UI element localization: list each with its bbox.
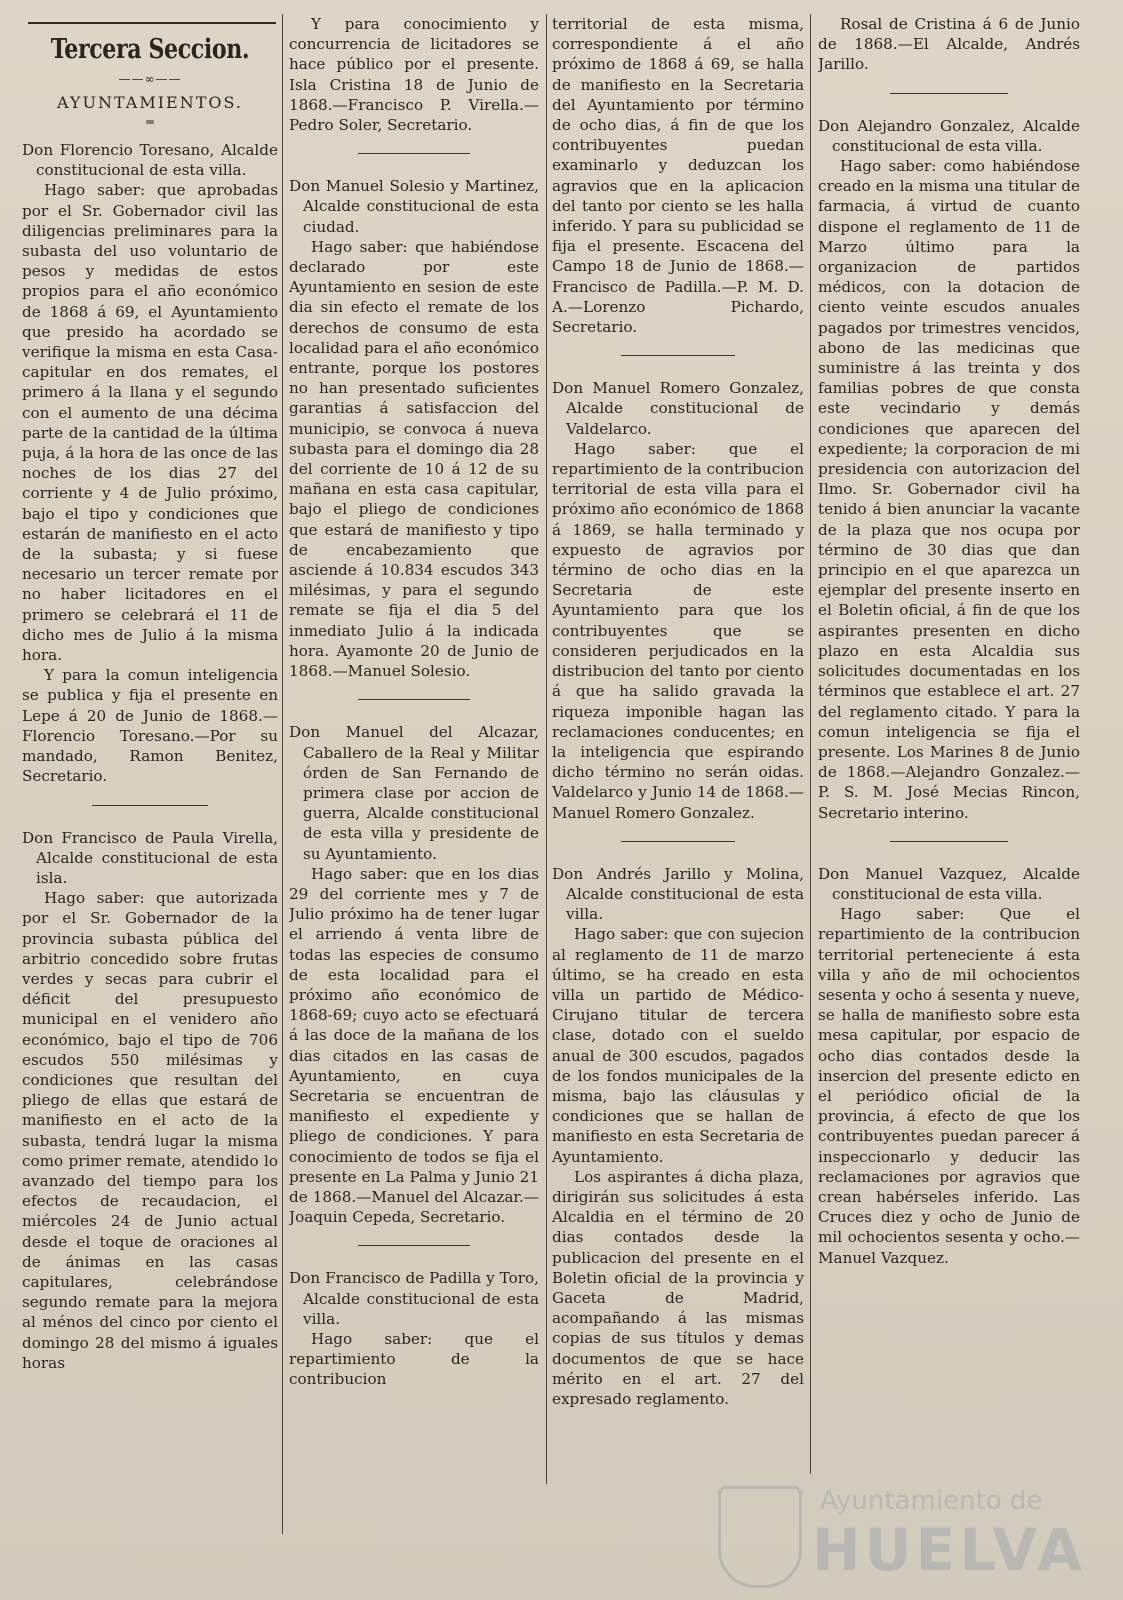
notice-paragraph: Hago saber: que con sujecion al reglamento de 11 de marzo último, se ha creado en esta villa un partido de Médico-Cirujano titular de tercera clase, dotado con el sueldo anual de 300 escudos, pagados de los fondos municipales de la misma, bajo las cláusulas y condiciones que se hallan de manifiesto en esta Secretaria de Ayuntamiento. [552,925,804,1166]
notice-heading: Don Manuel Vazquez, Alcalde constitucional de esta villa. [818,864,1080,903]
notice-paragraph: territorial de esta misma, correspondiente á el año próximo de 1868 á 69, se halla de manifiesto en la Secretaria del Ayuntamiento por término de ocho dias, á fin de que los contribuyentes puedan examinarlo y deduzcan los agravios que en la aplicacion del tanto por ciento se les halla inferido. Y para su publicidad se fija el presente. Escacena del Campo 18 de Junio de 1868.—Francisco de Padilla.—P. M. D. A.—Lorenzo Pichardo, Secretario. [552,15,804,337]
notice-paragraph: Hago saber: que autorizada por el Sr. Gobernador de la provincia subasta pública del arbitrio concedido sobre frutas verdes y secas para cubrir el déficit del presupuesto municipal en el venidero año económico, bajo el tipo de 706 escudos 550 milésimas y condiciones que resultan del pliego de ellas que estará de manifiesto en el acto de la subasta, tendrá lugar la misma como primer remate, atendido lo avanzado del tiempo para los efectos de recaudacion, el miércoles 24 de Junio actual desde el toque de oraciones al de ánimas en las casas capitulares, celebrándose segundo remate para la mejora al ménos del cinco por ciento el domingo 28 del mismo á iguales horas [22,889,278,1372]
notice-paragraph: Hago saber: que aprobadas por el Sr. Gobernador civil las diligencias preliminares para la subasta del uso voluntario de pesos y medidas de estos propios para el año económico de 1868 á 69, el Ayuntamiento que presido ha acordado se verifique la misma en esta Casa-capitular en dos remates, el primero á la llana y el segundo con el aumento de una décima parte de la cantidad de la última puja, á la hora de las once de las noches de los dias 27 del corriente y 4 de Julio próximo, bajo el tipo y condiciones que estarán de manifiesto en el acto de la subasta; y si fuese necesario un tercer remate por no haber licitadores en el primero se celebrará el 11 de dicho mes de Julio á la misma hora. [22,181,278,665]
notice-isla-cristina [22,828,278,1373]
archive-watermark [700,1480,1120,1590]
column-3 [552,14,804,1554]
notice-separator [358,1245,471,1246]
notice-heading: Don Florencio Toresano, Alcalde constitucional de esta villa. [22,141,278,180]
notice-escacena [289,1268,539,1389]
notice-heading: Don Manuel del Alcazar, Caballero de la Real y Militar órden de San Fernando de primera clase por accion de guerra, Alcalde constitucional de esta villa y presidente de su Ayuntamiento. [289,723,539,863]
notice-ayamonte [289,176,539,681]
notice-escacena-cont [552,14,804,337]
notice-separator [358,699,471,700]
column-2 [289,14,539,1554]
notice-separator [890,93,1008,94]
notice-paragraph: Y para conocimiento y concurrencia de licitadores se hace público por el presente. Isla Cristina 18 de Junio de 1868.—Francisco P. Virella.—Pedro Soler, Secretario. [289,15,539,135]
notice-paragraph: Y para la comun inteligencia se publica y fija el presente en Lepe á 20 de Junio de 1868.—Florencio Toresano.—Por su mandado, Ramon Benitez, Secretario. [22,666,278,786]
notice-separator [890,841,1008,842]
notice-separator [621,841,734,842]
notice-paragraph: Los aspirantes á dicha plaza, dirigirán sus solicitudes á esta Alcaldia en el término de 20 dias contados desde la publicacion del presente en el Boletin oficial de la provincia y Gaceta de Madrid, acompañando á las mismas copias de sus títulos y demas documentos de que se hace mérito en el art. 27 del expresado reglamento. [552,1167,804,1408]
column-rule [546,14,547,1484]
notice-heading: Don Alejandro Gonzalez, Alcalde constitucional de esta villa. [818,116,1080,155]
notice-heading: Don Andrés Jarillo y Molina, Alcalde constitucional de esta villa. [552,864,804,924]
notice-lepe [22,140,278,787]
notice-isla-cristina-cont [289,14,539,135]
notice-paragraph: Hago saber: que el repartimiento de la contribucion territorial de esta villa para el próximo año económico de 1868 á 1869, se halla terminado y expuesto de agravios por término de ocho dias en la Secretaria de este Ayuntamiento para que los contribuyentes que se consideren perjudicados en la distribucion del tanto por ciento á que ha salido gravada la riqueza imponible hagan las reclamaciones conducentes; en la inteligencia que espirando dicho término no serán oidas. Valdelarco y Junio 14 de 1868.—Manuel Romero Gonzalez. [552,439,804,822]
column-1 [22,14,278,1554]
notice-separator [358,153,471,154]
notice-separator [92,805,207,806]
top-rule [28,22,276,24]
notice-separator [621,355,734,356]
notice-heading: Don Manuel Solesio y Martinez, Alcalde constitucional de esta ciudad. [289,177,539,236]
notice-paragraph: Hago saber: Que el repartimiento de la contribucion territorial perteneciente á esta villa y año de mil ochocientos sesenta y ocho á sesenta y nueve, se halla de manifiesto sobre esta mesa capitular, por espacio de ocho dias contados desde la insercion del presente edicto en el periódico oficial de la provincia, á efecto de que los contribuyentes puedan parecer á inspeccionarlo y deducir las reclamaciones por agravios que crean habérseles inferido. Las Cruces diez y ocho de Junio de mil ochocientos sesenta y ocho.—Manuel Vazquez. [818,905,1080,1267]
dash-divider: ═ [146,115,154,129]
section-title: Tercera Seccion. [50,34,250,65]
notice-heading: Don Francisco de Padilla y Toro, Alcalde constitucional de esta villa. [289,1269,539,1328]
notice-heading: Don Manuel Romero Gonzalez, Alcalde constitucional de Valdelarco. [552,379,804,438]
notice-rosal-cristina [552,864,804,1409]
notice-paragraph: Hago saber: que habiéndose declarado por este Ayuntamiento en sesion de este dia sin efecto el remate de los derechos de consumo de esta localidad para el año económico entrante, porque los postores no han presentado suficientes garantias á satisfaccion del municipio, se convoca á nueva subasta para el domingo dia 28 del corriente de 10 á 12 de su mañana en esta casa capitular, bajo el pliego de condiciones que estará de manifiesto y tipo de encabezamiento que asciende á 10.834 escudos 343 milésimas, y para el segundo remate se fija el dia 5 del inmediato Julio á la indicada hora. Ayamonte 20 de Junio de 1868.—Manuel Solesio. [289,237,539,681]
notice-paragraph: Hago saber: que en los dias 29 del corriente mes y 7 de Julio próximo ha de tener lugar el arriendo á venta libre de todas las especies de consumo de esta localidad para el próximo año económico de 1868-69; cuyo acto se efectuará á las doce de la mañana de los dias citados en las casas de Ayuntamiento, en cuya Secretaria se encuentran de manifiesto el expediente y pliego de condiciones. Y para conocimiento de todos se fija el presente en La Palma y Junio 21 de 1868.—Manuel del Alcazar.—Joaquin Cepeda, Secretario. [289,864,539,1227]
ornament-divider: ——∞—— [118,72,182,86]
column-4 [818,14,1080,1554]
notice-rosal-cristina-cont [818,14,1080,75]
notice-las-cruces [818,864,1080,1268]
notice-la-palma [289,722,539,1227]
column-rule [810,14,811,1474]
notice-los-marines [818,116,1080,823]
notice-paragraph: Hago saber: como habiéndose creado en la misma una titular de farmacia, á virtud de cuanto dispone el reglamento de 11 de Marzo último para la organizacion de partidos médicos, con la dotacion de ciento veinte escudos anuales pagados por trimestres vencidos, abono de las medicinas que suministre á las treinta y dos familias pobres de que consta este vecindario y demás condiciones que aparecen del expediente; la corporacion de mi presidencia con autorizacion del Ilmo. Sr. Gobernador civil ha tenido á bien anunciar la vacante de la plaza que nos ocupa por término de 30 dias que dan principio en el que aparezca un ejemplar del presente inserto en el Boletin oficial, á fin de que los aspirantes presenten en dicho plazo en esta Alcaldia sus solicitudes documentadas en los términos que establece el art. 27 del reglamento citado. Y para la comun inteligencia se fija el presente. Los Marines 8 de Junio de 1868.—Alejandro Gonzalez.—P. S. M. José Mecias Rincon, Secretario interino. [818,157,1080,822]
column-rule [282,14,283,1534]
notice-valdelarco [552,378,804,822]
notice-paragraph: Hago saber: que el repartimiento de la contribucion [289,1329,539,1389]
notice-heading: Don Francisco de Paula Virella, Alcalde constitucional de esta isla. [22,828,278,887]
watermark-line1: Ayuntamiento de [820,1486,1043,1516]
notice-paragraph: Rosal de Cristina á 6 de Junio de 1868.—El Alcalde, Andrés Jarillo. [818,15,1080,74]
watermark-line2: HUELVA [812,1516,1087,1584]
subsection-title: AYUNTAMIENTOS. [57,93,243,112]
shield-icon [718,1486,802,1588]
